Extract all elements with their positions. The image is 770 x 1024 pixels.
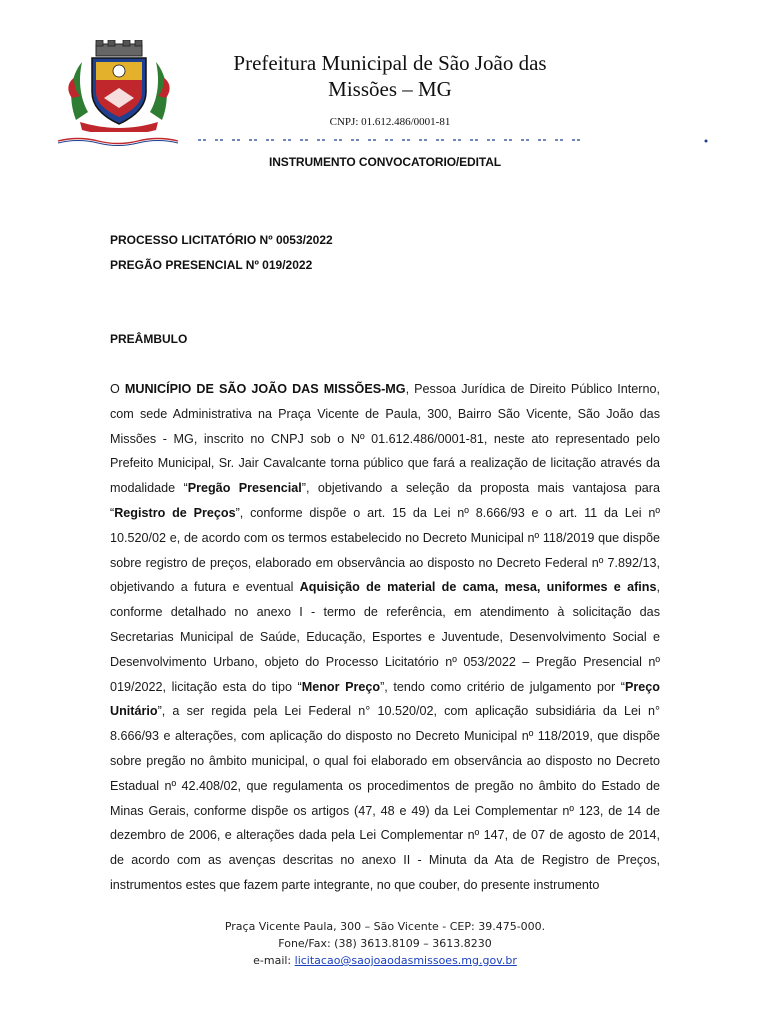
- preamble-text: , conforme detalhado no anexo I - termo de referência, em atendimento à solicitação das Secretarias Municipal de Saúde, Educação, Esportes e Juventude, Desenvolvimento Social e Desenvolvimento Urbano, objeto do Processo Licitatório nº 053/2022 – Pregão Presencial nº 019/2022, licitação esta do tipo “: [110, 580, 660, 694]
- preamble-text: O: [110, 382, 125, 396]
- header-cnpj: CNPJ: 01.612.486/0001-81: [329, 116, 451, 128]
- footer-email-label: e-mail:: [253, 954, 295, 967]
- municipal-coat-of-arms-icon: [66, 40, 172, 132]
- footer-email-line: [0, 952, 770, 969]
- preamble-heading: PREÂMBULO: [110, 332, 188, 346]
- document-heading: INSTRUMENTO CONVOCATORIO/EDITAL: [268, 155, 501, 169]
- preamble-text: , Pessoa Jurídica de Direito Público Interno, com sede Administrativa na Praça Vicente de Paula, 300, Bairro São Vicente, São João das Missões - MG, inscrito no CNPJ sob o Nº 01.612.486/0001-81, neste ato representado pelo Prefeito Municipal, Sr. Jair Cavalcante torna público que fará a realização de licitação através da modalidade “: [110, 382, 660, 496]
- footer-email-link[interactable]: licitacao@saojoaodasmissoes.mg.gov.br: [294, 954, 517, 967]
- preamble-text: ”, objetivando a seleção da proposta mais vantajosa para “: [110, 481, 660, 520]
- header-decorative-rule: [58, 132, 710, 146]
- municipality-title-line2: Missões – MG: [328, 77, 452, 101]
- preamble-paragraph: [110, 377, 660, 898]
- process-number: PROCESSO LICITATÓRIO Nº 0053/2022: [110, 233, 333, 247]
- preamble-emphasis: Pregão Presencial: [187, 481, 302, 496]
- preamble-emphasis: MUNICÍPIO DE SÃO JOÃO DAS MISSÕES-MG: [124, 382, 406, 396]
- municipality-title-line1: Prefeitura Municipal de São João das: [233, 51, 547, 75]
- preamble-text: ”, conforme dispõe o art. 15 da Lei nº 8.666/93 e o art. 11 da Lei nº 10.520/02 e, de acordo com os termos estabelecido no Decreto Municipal nº 118/2019 que dispõe sobre registro de preços, elaborado em observância ao disposto no Decreto Federal nº 7.892/13, objetivando a futura e eventual: [110, 505, 660, 595]
- preamble-emphasis: Aquisição de material de cama, mesa, uniformes e afins: [299, 580, 657, 595]
- preamble-emphasis: Registro de Preços: [114, 505, 236, 520]
- preamble-emphasis: Menor Preço: [301, 679, 381, 694]
- footer-phone: Fone/Fax: (38) 3613.8109 – 3613.8230: [278, 937, 492, 950]
- municipality-title: [190, 50, 590, 102]
- auction-number: PREGÃO PRESENCIAL Nº 019/2022: [110, 258, 313, 272]
- preamble-text: ”, a ser regida pela Lei Federal n° 10.520/02, com aplicação subsidiária da Lei n° 8.666/93 e alterações, com aplicação do disposto no Decreto Municipal nº 118/2019, que dispõe sobre pregão no âmbito municipal, o qual foi elaborado em observância ao disposto no Decreto Estadual nº 42.408/02, que regulamenta os procedimentos de pregão no âmbito do Estado de Minas Gerais, conforme dispõe os artigos (47, 48 e 49) da Lei Complementar nº 123, de 14 de dezembro de 2006, e alterações dada pela Lei Complementar nº 147, de 07 de agosto de 2014, de acordo com as avenças descritas no anexo II - Minuta da Ata de Registro de Preços, instrumentos estes que fazem parte integrante, no que couber, do presente instrumento: [110, 704, 660, 892]
- preamble-emphasis: Preço Unitário: [110, 679, 660, 719]
- page-footer: [0, 918, 770, 969]
- footer-address: Praça Vicente Paula, 300 – São Vicente - CEP: 39.475-000.: [224, 920, 546, 933]
- preamble-text: ”, tendo como critério de julgamento por “: [380, 679, 625, 694]
